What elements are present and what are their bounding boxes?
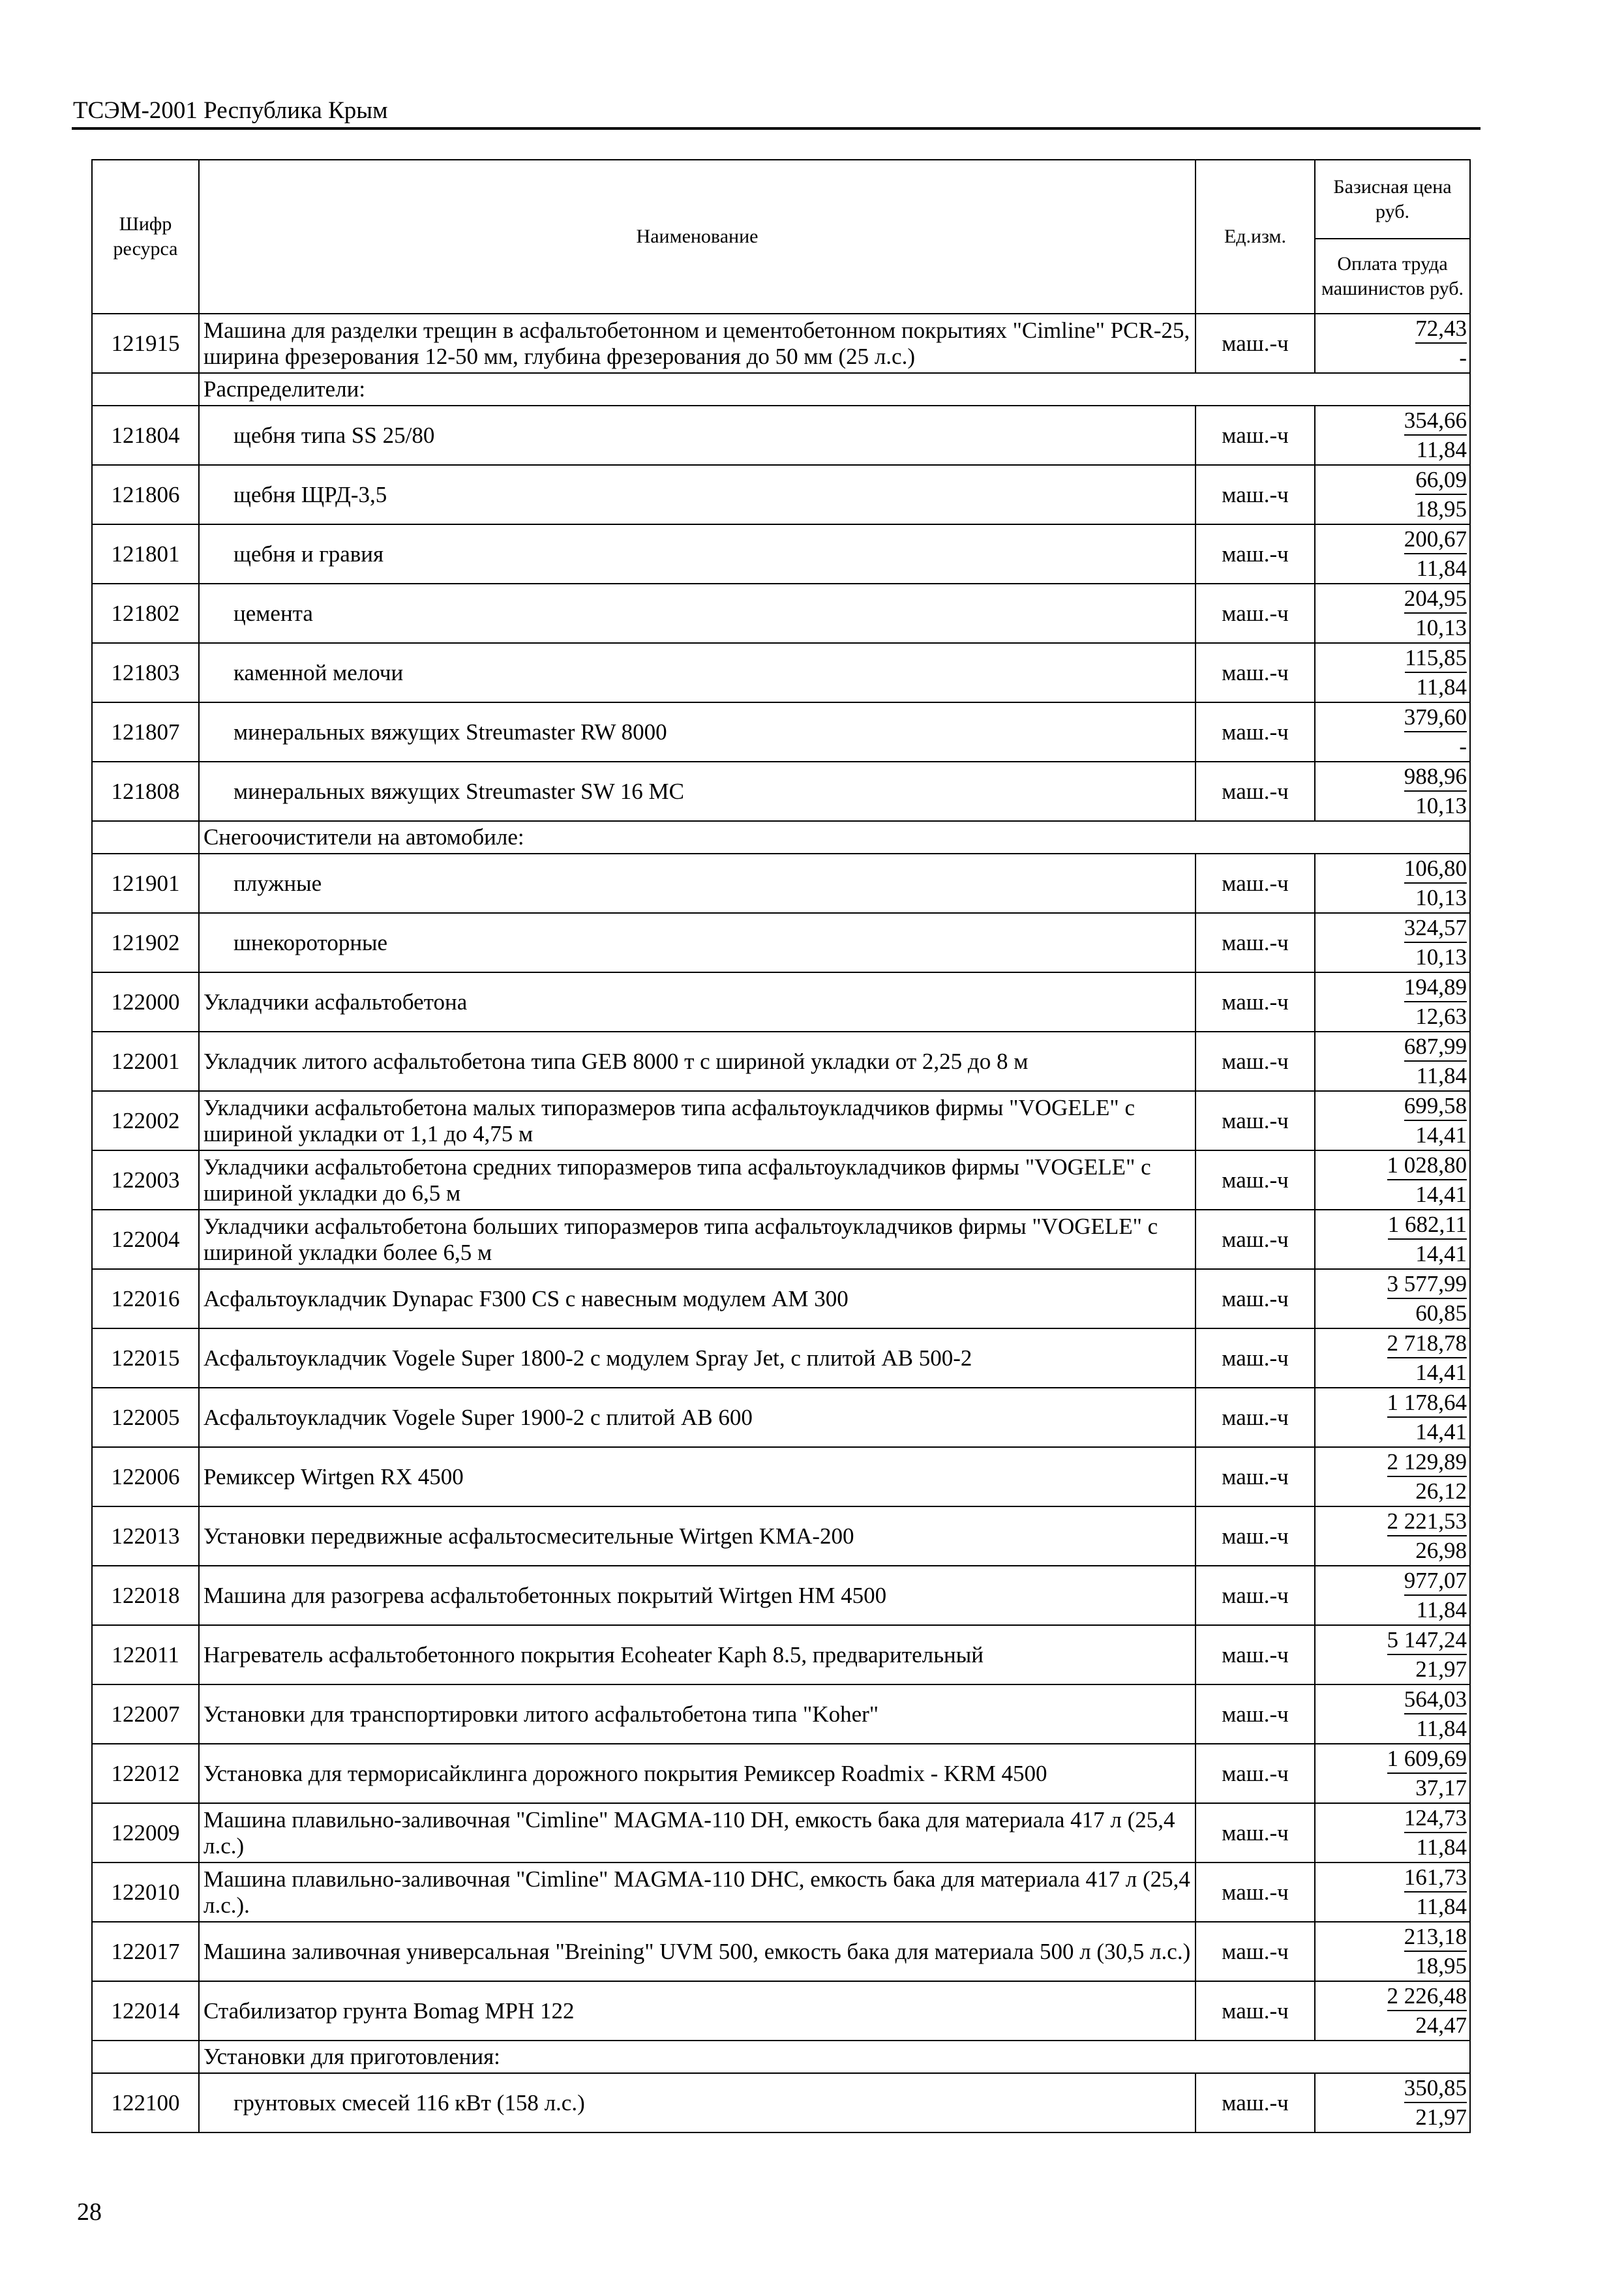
resource-code: 122000 bbox=[92, 972, 199, 1032]
resource-name: Стабилизатор грунта Bomag MPH 122 bbox=[199, 1981, 1195, 2041]
labor-pay: 10,13 bbox=[1415, 944, 1467, 970]
resource-name: Ремиксер Wirtgen RX 4500 bbox=[199, 1447, 1195, 1506]
base-price: 161,73 bbox=[1404, 1864, 1467, 1893]
table-row bbox=[92, 406, 1470, 465]
header-name: Наименование bbox=[199, 160, 1195, 314]
base-price: 988,96 bbox=[1404, 763, 1467, 792]
base-price: 200,67 bbox=[1404, 526, 1467, 554]
labor-pay: 18,95 bbox=[1415, 1953, 1467, 1979]
price-cell bbox=[1315, 1032, 1470, 1091]
base-price: 2 718,78 bbox=[1387, 1330, 1467, 1358]
table-row bbox=[92, 1744, 1470, 1803]
table-row bbox=[92, 1506, 1470, 1566]
resource-unit: маш.-ч bbox=[1195, 2073, 1315, 2132]
resource-name: Машина заливочная универсальная "Breining" UVM 500, емкость бака для материала 500 л (30,5 л.с.) bbox=[199, 1922, 1195, 1981]
table-row bbox=[92, 584, 1470, 643]
base-price: 2 226,48 bbox=[1387, 1982, 1467, 2011]
group-title: Установки для приготовления: bbox=[199, 2041, 1470, 2073]
base-price: 213,18 bbox=[1404, 1923, 1467, 1952]
labor-pay: 60,85 bbox=[1415, 1300, 1467, 1326]
table-row bbox=[92, 1091, 1470, 1150]
resource-name: Установки передвижные асфальтосмесительные Wirtgen KMA-200 bbox=[199, 1506, 1195, 1566]
table-row bbox=[92, 2073, 1470, 2132]
resource-name: шнекороторные bbox=[199, 913, 1195, 972]
resource-name: минеральных вяжущих Streumaster RW 8000 bbox=[199, 702, 1195, 762]
table-row bbox=[92, 1269, 1470, 1328]
resource-unit: маш.-ч bbox=[1195, 1506, 1315, 1566]
labor-pay: 10,13 bbox=[1415, 615, 1467, 640]
labor-pay: 24,47 bbox=[1415, 2012, 1467, 2038]
resource-code: 121806 bbox=[92, 465, 199, 524]
resource-unit: маш.-ч bbox=[1195, 913, 1315, 972]
resource-unit: маш.-ч bbox=[1195, 1210, 1315, 1269]
resource-unit: маш.-ч bbox=[1195, 762, 1315, 821]
base-price: 1 028,80 bbox=[1387, 1152, 1467, 1180]
labor-pay: 26,98 bbox=[1415, 1538, 1467, 1563]
resource-name: Асфальтоукладчик Dynapac F300 CS с навесным модулем AM 300 bbox=[199, 1269, 1195, 1328]
resource-code: 122002 bbox=[92, 1091, 199, 1150]
resource-name: Асфальтоукладчик Vogele Super 1800-2 с модулем Spray Jet, с плитой AB 500-2 bbox=[199, 1328, 1195, 1388]
labor-pay: 11,84 bbox=[1416, 1834, 1467, 1860]
price-cell bbox=[1315, 465, 1470, 524]
base-price: 324,57 bbox=[1404, 914, 1467, 943]
resource-code: 122001 bbox=[92, 1032, 199, 1091]
resource-name: плужные bbox=[199, 854, 1195, 913]
table-row bbox=[92, 524, 1470, 584]
base-price: 72,43 bbox=[1415, 315, 1467, 344]
price-cell bbox=[1315, 1388, 1470, 1447]
price-cell bbox=[1315, 1328, 1470, 1388]
labor-pay: 10,13 bbox=[1415, 793, 1467, 818]
price-cell bbox=[1315, 406, 1470, 465]
price-cell bbox=[1315, 972, 1470, 1032]
table-row bbox=[92, 1566, 1470, 1625]
table-row bbox=[92, 1388, 1470, 1447]
resource-unit: маш.-ч bbox=[1195, 1150, 1315, 1210]
labor-pay: 21,97 bbox=[1415, 1656, 1467, 1682]
resource-unit: маш.-ч bbox=[1195, 1625, 1315, 1684]
price-cell bbox=[1315, 1981, 1470, 2041]
resource-name: Машина плавильно-заливочная "Cimline" MAGMA-110 DH, емкость бака для материала 417 л (25,4 л.с.) bbox=[199, 1803, 1195, 1863]
resource-unit: маш.-ч bbox=[1195, 1684, 1315, 1744]
price-cell bbox=[1315, 1269, 1470, 1328]
resource-code: 122017 bbox=[92, 1922, 199, 1981]
resource-name: Установки для транспортировки литого асфальтобетона типа "Koher" bbox=[199, 1684, 1195, 1744]
resource-unit: маш.-ч bbox=[1195, 314, 1315, 373]
price-cell bbox=[1315, 1210, 1470, 1269]
resource-unit: маш.-ч bbox=[1195, 643, 1315, 702]
resource-code: 122016 bbox=[92, 1269, 199, 1328]
header-base-price: Базисная цена руб. bbox=[1315, 160, 1470, 239]
price-cell bbox=[1315, 854, 1470, 913]
resource-unit: маш.-ч bbox=[1195, 1981, 1315, 2041]
price-cell bbox=[1315, 1150, 1470, 1210]
resource-name: Машина для разогрева асфальтобетонных покрытий Wirtgen HM 4500 bbox=[199, 1566, 1195, 1625]
resource-unit: маш.-ч bbox=[1195, 584, 1315, 643]
resource-price-table bbox=[91, 159, 1471, 2133]
labor-pay: 11,84 bbox=[1416, 1716, 1467, 1741]
table-row bbox=[92, 1150, 1470, 1210]
resource-code: 122012 bbox=[92, 1744, 199, 1803]
resource-name: Укладчики асфальтобетона bbox=[199, 972, 1195, 1032]
resource-unit: маш.-ч bbox=[1195, 1269, 1315, 1328]
resource-unit: маш.-ч bbox=[1195, 524, 1315, 584]
labor-pay: 11,84 bbox=[1416, 674, 1467, 700]
table-row bbox=[92, 1684, 1470, 1744]
price-cell bbox=[1315, 1091, 1470, 1150]
resource-code: 121807 bbox=[92, 702, 199, 762]
labor-pay: 21,97 bbox=[1415, 2104, 1467, 2130]
resource-unit: маш.-ч bbox=[1195, 702, 1315, 762]
resource-unit: маш.-ч bbox=[1195, 1328, 1315, 1388]
labor-pay: 11,84 bbox=[1416, 1597, 1467, 1623]
resource-name: щебня и гравия bbox=[199, 524, 1195, 584]
price-cell bbox=[1315, 702, 1470, 762]
price-cell bbox=[1315, 524, 1470, 584]
page-header-title: ТСЭМ-2001 Республика Крым bbox=[73, 97, 388, 124]
base-price: 977,07 bbox=[1404, 1567, 1467, 1596]
group-title: Распределители: bbox=[199, 373, 1470, 406]
header-unit: Ед.изм. bbox=[1195, 160, 1315, 314]
price-cell bbox=[1315, 1447, 1470, 1506]
resource-name: Машина плавильно-заливочная "Cimline" MAGMA-110 DHC, емкость бака для материала 417 л (25,4 л.с.). bbox=[199, 1863, 1195, 1922]
resource-unit: маш.-ч bbox=[1195, 972, 1315, 1032]
resource-name: Машина для разделки трещин в асфальтобетонном и цементобетонном покрытиях "Cimline" PCR-25, ширина фрезерования 12-50 мм, глубина фрезерования до 50 мм (25 л.с.) bbox=[199, 314, 1195, 373]
labor-pay: 18,95 bbox=[1415, 496, 1467, 522]
base-price: 687,99 bbox=[1404, 1033, 1467, 1062]
price-cell bbox=[1315, 314, 1470, 373]
group-code-cell bbox=[92, 821, 199, 854]
resource-name: цемента bbox=[199, 584, 1195, 643]
labor-pay: 14,41 bbox=[1415, 1241, 1467, 1266]
resource-name: Нагреватель асфальтобетонного покрытия Ecoheater Kaph 8.5, предварительный bbox=[199, 1625, 1195, 1684]
table-row bbox=[92, 1328, 1470, 1388]
page-number: 28 bbox=[77, 2198, 102, 2226]
table-row bbox=[92, 1210, 1470, 1269]
resource-unit: маш.-ч bbox=[1195, 1447, 1315, 1506]
price-cell bbox=[1315, 913, 1470, 972]
labor-pay: - bbox=[1459, 734, 1467, 759]
base-price: 124,73 bbox=[1404, 1804, 1467, 1833]
labor-pay: - bbox=[1459, 345, 1467, 370]
resource-name: Установка для терморисайклинга дорожного покрытия Ремиксер Roadmix - KRM 4500 bbox=[199, 1744, 1195, 1803]
resource-unit: маш.-ч bbox=[1195, 1032, 1315, 1091]
resource-code: 122015 bbox=[92, 1328, 199, 1388]
labor-pay: 14,41 bbox=[1415, 1419, 1467, 1444]
resource-unit: маш.-ч bbox=[1195, 406, 1315, 465]
table-row bbox=[92, 762, 1470, 821]
base-price: 204,95 bbox=[1404, 585, 1467, 614]
resource-code: 122010 bbox=[92, 1863, 199, 1922]
resource-code: 122006 bbox=[92, 1447, 199, 1506]
table-row bbox=[92, 1803, 1470, 1863]
resource-code: 121801 bbox=[92, 524, 199, 584]
labor-pay: 37,17 bbox=[1415, 1775, 1467, 1801]
base-price: 66,09 bbox=[1415, 466, 1467, 495]
price-cell bbox=[1315, 1803, 1470, 1863]
resource-code: 122009 bbox=[92, 1803, 199, 1863]
base-price: 5 147,24 bbox=[1387, 1626, 1467, 1655]
labor-pay: 14,41 bbox=[1415, 1182, 1467, 1207]
resource-unit: маш.-ч bbox=[1195, 1566, 1315, 1625]
resource-unit: маш.-ч bbox=[1195, 1388, 1315, 1447]
table-row bbox=[92, 1032, 1470, 1091]
base-price: 564,03 bbox=[1404, 1686, 1467, 1714]
table-group-row bbox=[92, 373, 1470, 406]
table-row bbox=[92, 972, 1470, 1032]
header-rule bbox=[72, 127, 1481, 130]
price-cell bbox=[1315, 1922, 1470, 1981]
resource-code: 121901 bbox=[92, 854, 199, 913]
price-cell bbox=[1315, 1566, 1470, 1625]
labor-pay: 11,84 bbox=[1416, 437, 1467, 462]
resource-code: 122007 bbox=[92, 1684, 199, 1744]
resource-code: 122014 bbox=[92, 1981, 199, 2041]
resource-name: Укладчики асфальтобетона средних типоразмеров типа асфальтоукладчиков фирмы "VOGELE" с шириной укладки до 6,5 м bbox=[199, 1150, 1195, 1210]
header-labor-pay: Оплата труда машинистов руб. bbox=[1315, 239, 1470, 314]
price-cell bbox=[1315, 1863, 1470, 1922]
resource-code: 122005 bbox=[92, 1388, 199, 1447]
resource-name: грунтовых смесей 116 кВт (158 л.с.) bbox=[199, 2073, 1195, 2132]
resource-name: щебня типа SS 25/80 bbox=[199, 406, 1195, 465]
resource-code: 122100 bbox=[92, 2073, 199, 2132]
base-price: 699,58 bbox=[1404, 1092, 1467, 1121]
table-row bbox=[92, 1447, 1470, 1506]
base-price: 194,89 bbox=[1404, 974, 1467, 1002]
labor-pay: 26,12 bbox=[1415, 1478, 1467, 1504]
resource-name: Укладчик литого асфальтобетона типа GEB 8000 т с шириной укладки от 2,25 до 8 м bbox=[199, 1032, 1195, 1091]
base-price: 350,85 bbox=[1404, 2074, 1467, 2103]
labor-pay: 11,84 bbox=[1416, 1894, 1467, 1919]
price-cell bbox=[1315, 1744, 1470, 1803]
table-row bbox=[92, 1922, 1470, 1981]
price-cell bbox=[1315, 1506, 1470, 1566]
resource-code: 122003 bbox=[92, 1150, 199, 1210]
table-row bbox=[92, 1625, 1470, 1684]
group-title: Снегоочистители на автомобиле: bbox=[199, 821, 1470, 854]
resource-unit: маш.-ч bbox=[1195, 854, 1315, 913]
labor-pay: 12,63 bbox=[1415, 1004, 1467, 1029]
price-cell bbox=[1315, 1684, 1470, 1744]
table-row bbox=[92, 465, 1470, 524]
resource-name: минеральных вяжущих Streumaster SW 16 MC bbox=[199, 762, 1195, 821]
base-price: 106,80 bbox=[1404, 855, 1467, 884]
resource-name: Укладчики асфальтобетона малых типоразмеров типа асфальтоукладчиков фирмы "VOGELE" с шириной укладки от 1,1 до 4,75 м bbox=[199, 1091, 1195, 1150]
price-cell bbox=[1315, 762, 1470, 821]
resource-code: 121902 bbox=[92, 913, 199, 972]
base-price: 379,60 bbox=[1404, 704, 1467, 732]
price-cell bbox=[1315, 643, 1470, 702]
resource-name: Асфальтоукладчик Vogele Super 1900-2 с плитой AB 600 bbox=[199, 1388, 1195, 1447]
price-cell bbox=[1315, 584, 1470, 643]
price-cell bbox=[1315, 1625, 1470, 1684]
resource-code: 121802 bbox=[92, 584, 199, 643]
table-group-row bbox=[92, 2041, 1470, 2073]
resource-unit: маш.-ч bbox=[1195, 1744, 1315, 1803]
resource-code: 122004 bbox=[92, 1210, 199, 1269]
base-price: 354,66 bbox=[1404, 407, 1467, 436]
labor-pay: 14,41 bbox=[1415, 1122, 1467, 1148]
table-row bbox=[92, 1981, 1470, 2041]
base-price: 1 609,69 bbox=[1387, 1745, 1467, 1774]
table-body bbox=[92, 314, 1470, 2132]
table-row bbox=[92, 913, 1470, 972]
group-code-cell bbox=[92, 373, 199, 406]
resource-code: 122018 bbox=[92, 1566, 199, 1625]
labor-pay: 11,84 bbox=[1416, 1063, 1467, 1088]
table-group-row bbox=[92, 821, 1470, 854]
resource-code: 121808 bbox=[92, 762, 199, 821]
table-row bbox=[92, 314, 1470, 373]
base-price: 115,85 bbox=[1405, 644, 1467, 673]
base-price: 2 129,89 bbox=[1387, 1448, 1467, 1477]
base-price: 1 178,64 bbox=[1387, 1389, 1467, 1418]
resource-code: 122011 bbox=[92, 1625, 199, 1684]
resource-unit: маш.-ч bbox=[1195, 465, 1315, 524]
labor-pay: 11,84 bbox=[1416, 556, 1467, 581]
resource-name: Укладчики асфальтобетона больших типоразмеров типа асфальтоукладчиков фирмы "VOGELE" с шириной укладки более 6,5 м bbox=[199, 1210, 1195, 1269]
resource-code: 122013 bbox=[92, 1506, 199, 1566]
labor-pay: 10,13 bbox=[1415, 885, 1467, 910]
table-row bbox=[92, 854, 1470, 913]
header-code: Шифр ресурса bbox=[92, 160, 199, 314]
resource-unit: маш.-ч bbox=[1195, 1863, 1315, 1922]
resource-unit: маш.-ч bbox=[1195, 1803, 1315, 1863]
base-price: 1 682,11 bbox=[1388, 1211, 1467, 1240]
table-row bbox=[92, 702, 1470, 762]
base-price: 3 577,99 bbox=[1387, 1270, 1467, 1299]
table-row bbox=[92, 1863, 1470, 1922]
resource-code: 121803 bbox=[92, 643, 199, 702]
resource-name: щебня ЩРД-3,5 bbox=[199, 465, 1195, 524]
base-price: 2 221,53 bbox=[1387, 1508, 1467, 1536]
resource-unit: маш.-ч bbox=[1195, 1922, 1315, 1981]
resource-code: 121804 bbox=[92, 406, 199, 465]
resource-code: 121915 bbox=[92, 314, 199, 373]
labor-pay: 14,41 bbox=[1415, 1360, 1467, 1385]
resource-unit: маш.-ч bbox=[1195, 1091, 1315, 1150]
resource-name: каменной мелочи bbox=[199, 643, 1195, 702]
table-row bbox=[92, 643, 1470, 702]
price-cell bbox=[1315, 2073, 1470, 2132]
group-code-cell bbox=[92, 2041, 199, 2073]
